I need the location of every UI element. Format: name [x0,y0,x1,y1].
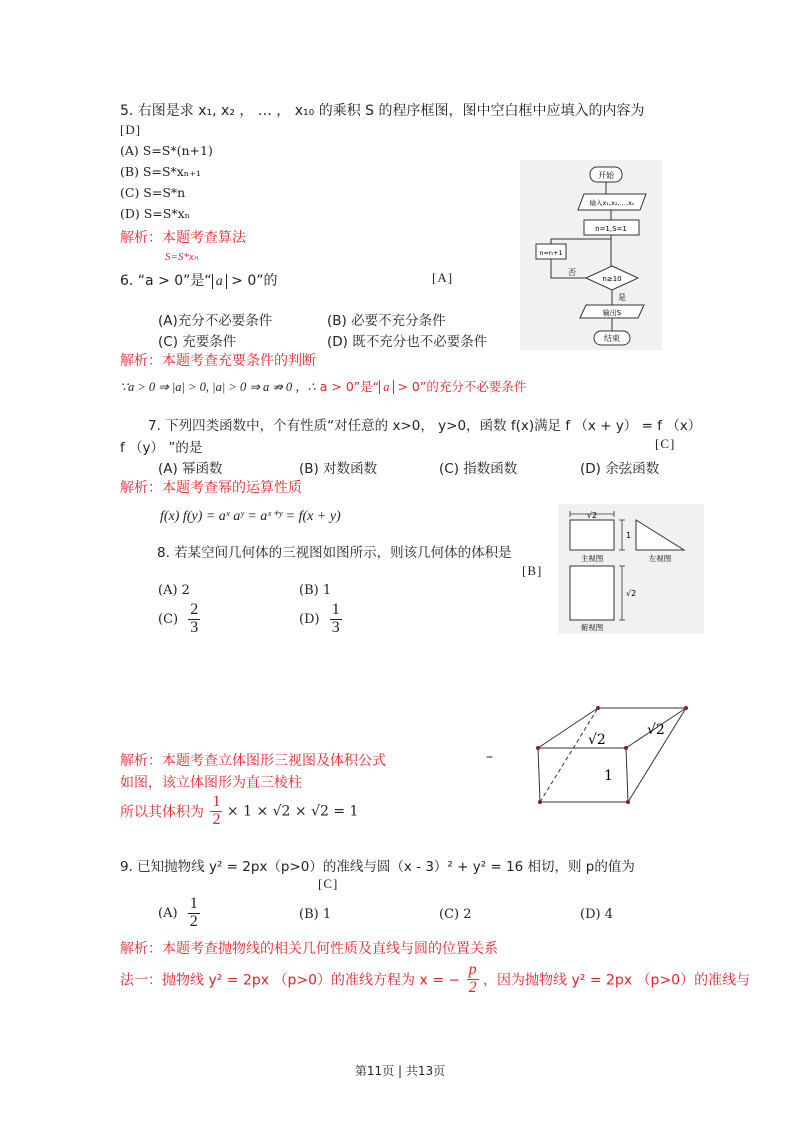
page-footer: 第11页 | 共13页 [354,1064,446,1078]
q6-option-c: (C) 充要条件 [158,334,237,350]
q5-stem: 5. 右图是求 x₁, x₂ ， … ， x₁₀ 的乘积 S 的程序框图，图中空白框中应填入的内容为 [120,103,645,119]
tv-top-side: √2 [626,589,637,598]
q7-option-b: (B) 对数函数 [299,461,378,477]
q5-option-d: (D) S=S*xₙ [120,206,191,221]
flow-no: 否 [568,268,576,277]
q6-option-a: (A)充分不必要条件 [158,313,273,329]
flow-init: n=1,S=1 [595,225,627,233]
q7-formula: f(x) f(y) = aˣ aʸ = aˣ⁺ʸ = f(x + y) [160,509,341,524]
tv-left-label: 左视图 [648,554,672,563]
flow-start: 开始 [598,171,614,180]
q8-dash: – [486,749,493,765]
tv-main-height: 1 [626,531,632,540]
q8-option-d: (D) $\frac{1}{3}$ [299,601,340,636]
q8-option-c: (C) $\frac{2}{3}$ [158,601,199,636]
q7-analysis: 解析：本题考查幂的运算性质 [120,480,302,496]
q7-stem-line2: f （y） ”的是 [120,440,203,456]
q6-reason [120,377,526,395]
flow-incr: n=n+1 [539,249,563,257]
q6-option-d: (D) 既不充分也不必要条件 [327,334,488,350]
q9-stem: 9. 已知抛物线 y² = 2px（p>0）的准线与圆（x - 3）² + y² = 16 相切，则 p的值为 [120,859,635,875]
q8-stem: 8. 若某空间几何体的三视图如图所示，则该几何体的体积是 [157,545,512,561]
q5-analysis-formula: S=S*xₙ [165,251,199,263]
tv-top-label: 俯视图 [580,623,604,632]
q5-answer: [D] [120,122,142,137]
q9-method: 法一：抛物线 y² = 2px （p>0）的准线方程为 x = − $\frac{p}{2}$ ，因为抛物线 y² = 2px （p>0）的准线与 [120,961,751,996]
q5-analysis: 解析：本题考查算法 [120,230,246,246]
q8-note: 如图，该立体图形为直三棱柱 [120,775,302,791]
q5-option-c: (C) S=S*n [120,185,186,200]
q6-reason-black: ∵a > 0 ⇒ |a| > 0, |a| > 0 ⇒ a ⇏ 0 ，∴ [120,380,316,394]
q6-option-b: (B) 必要不充分条件 [327,313,446,329]
three-view-figure [558,504,704,634]
flowchart-figure [520,160,662,350]
q8-volume: 所以其体积为 $\frac{1}{2}$ × 1 × √2 × √2 = 1 [120,793,359,828]
q8-option-a: (A) 2 [158,583,190,598]
flow-input: 输入x₁,x₂,…,xₙ [589,199,635,207]
q8-option-b: (B) 1 [299,583,332,598]
q9-option-c: (C) 2 [439,907,472,922]
flow-output: 输出S [602,309,622,317]
q7-answer: [C] [655,436,676,451]
q8-analysis: 解析：本题考查立体图形三视图及体积公式 [120,753,386,769]
q6-analysis: 解析：本题考查充要条件的判断 [120,353,316,369]
prism-label-right: √2 [647,722,665,738]
q7-stem-line1: 7. 下列四类函数中，个有性质“对任意的 x>0， y>0，函数 f(x)满足 f （x + y） = f （x） [148,418,702,434]
prism-label-side: 1 [604,768,613,784]
q9-option-d: (D) 4 [580,907,613,922]
q8-answer: [B] [522,563,543,578]
q6-answer: [A] [432,270,454,285]
q7-option-d: (D) 余弦函数 [580,461,660,477]
q9-option-a: (A) $\frac{1}{2}$ [158,895,198,930]
flow-cond: n≥10 [602,275,622,283]
prism-figure [530,700,695,808]
q5-option-a: (A) S=S*(n+1) [120,143,213,158]
q7-option-c: (C) 指数函数 [439,461,518,477]
flow-yes: 是 [618,293,626,302]
q6-stem: 6. “a > 0”是“ a > 0”的 [120,273,278,289]
q9-answer: [C] [318,876,339,891]
q7-option-a: (A) 幂函数 [158,461,223,477]
q6-reason-red: a > 0”是“ a > 0”的充分不必要条件 [319,379,527,394]
q5-option-b: (B) S=S*xₙ₊₁ [120,164,201,179]
flow-end: 结束 [604,334,620,343]
tv-main-width: √2 [586,511,598,520]
q9-option-b: (B) 1 [299,907,332,922]
prism-label-top: √2 [588,732,606,748]
q9-analysis: 解析：本题考查抛物线的相关几何性质及直线与圆的位置关系 [120,941,498,957]
tv-main-label: 主视图 [580,554,604,563]
